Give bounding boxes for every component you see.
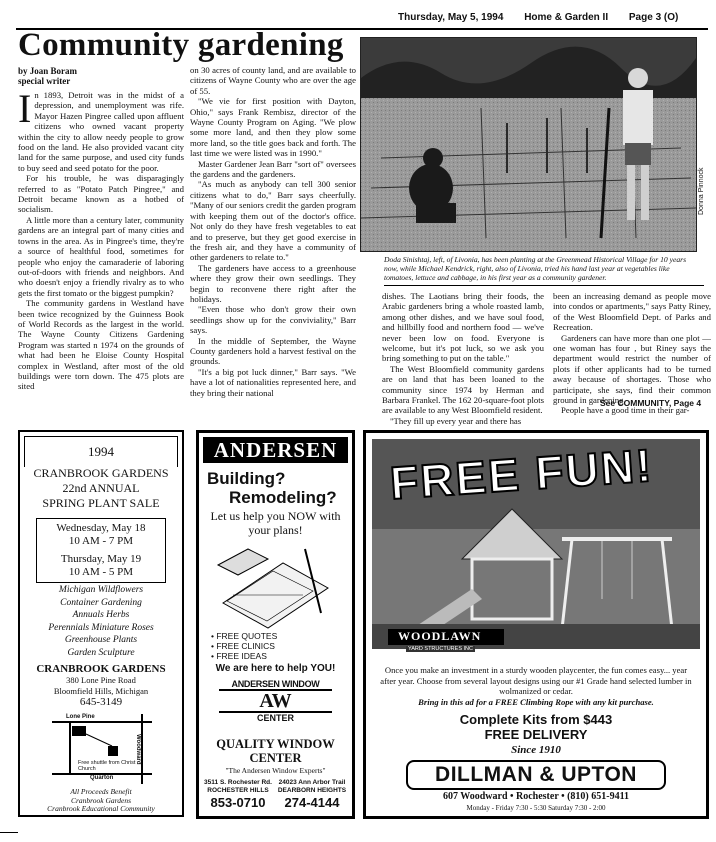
byline bbox=[18, 66, 77, 86]
paragraph: "They fill up every year and there has bbox=[390, 415, 522, 426]
body-text: Once you make an investment in a sturdy wooden playcenter, the fun comes easy... year after year. Choose from several layout designs using our #1 Grade hand selected lumber in wolmanized or cedar. bbox=[380, 665, 692, 696]
sale-day-1: Wednesday, May 18 bbox=[56, 522, 146, 534]
woodlawn-name: WOODLAWN bbox=[398, 629, 482, 643]
garden-photo-illustration bbox=[361, 38, 696, 251]
dillman-hours: Monday - Friday 7:30 - 5:30 Saturday 7:30 - 2:00 bbox=[466, 804, 606, 812]
location-city: DEARBORN HEIGHTS bbox=[277, 787, 347, 794]
paragraph: The community gardens in Westland have been twice recognized by the Guinness Book of World Records as the largest in the world. The Wayne County Citizens Gardening Program was started n 1974 on the grounds of what had been he Eloise County Hospital complex in Westland, after most of the old buildings were torn down. The 475 plots are sited bbox=[18, 298, 184, 392]
paragraph: Gardeners can have more than one plot — one woman has four , but Riney says the department would restrict the number of plots if other applicants had to be turned away because of shortages. Those who participate, she says, find their common ground in gardening. bbox=[553, 332, 711, 406]
dillman-body bbox=[380, 665, 692, 707]
sale-dates-box bbox=[36, 518, 166, 583]
masthead bbox=[398, 12, 708, 23]
plant-list bbox=[24, 584, 178, 659]
cranbrook-address-2: Bloomfield Hills, Michigan bbox=[53, 686, 149, 696]
benefit-line: Cranbrook Gardens bbox=[70, 795, 132, 805]
plant-item: Michigan Wildflowers bbox=[58, 585, 144, 595]
plant-item: Annuals Herbs bbox=[72, 610, 130, 620]
dillman-offer bbox=[370, 712, 702, 742]
byline-name: by Joan Boram bbox=[18, 66, 78, 76]
andersen-headline-2: Remodeling? bbox=[229, 488, 337, 507]
paragraph: For his trouble, he was disparagingly referred to as "Potato Patch Pingree," and Detroit became known as a hotbed of socialism. bbox=[18, 173, 184, 215]
article-column-3 bbox=[382, 291, 544, 426]
andersen-bullets bbox=[211, 631, 277, 661]
andersen-logo bbox=[219, 679, 332, 723]
paragraph: "As much as anybody can tell 300 senior citizens what to do," Barr says cheerfully. "Many of our seniors credit the garden program with keeping them out of the doctor's office. Not only do they have fresh vegetables to eat and to preserve, but they get good exercise in the fresh air, and they have a community of other gardeners to relate to." bbox=[190, 179, 356, 263]
paragraph: The West Bloomfield community gardens are on land that has been loaned to the community since 1974 by Herman and Barbara Frankel. The 162 20-square-foot plots are available to any West Bloomfield resident. bbox=[382, 363, 544, 416]
plant-item: Container Gardening bbox=[60, 597, 142, 608]
paragraph: In 1893, Detroit was in the midst of a depression, and unemployment was rife. Mayor Hazen Pingree called upon affluent citizens who owned vacant property within the city to allow needy people to grow food on the land. He also provided vacant city land for the same purpose, and used city funds to buy seed and seed potato for the poor. bbox=[18, 86, 184, 173]
location-rochester bbox=[203, 779, 273, 810]
ornament-border bbox=[24, 436, 178, 467]
drop-cap: I bbox=[18, 86, 32, 131]
andersen-tagline: Let us help you NOW with your plans! bbox=[210, 509, 341, 537]
paragraph: People have a good time in their gar- bbox=[561, 405, 690, 416]
cranbrook-ad bbox=[18, 430, 184, 817]
location-address: 3511 S. Rochester Rd. bbox=[204, 779, 272, 786]
logo-center: CENTER bbox=[256, 713, 294, 723]
masthead-section: Home & Garden II bbox=[524, 12, 609, 23]
cranbrook-annual: 22nd ANNUAL bbox=[62, 481, 140, 495]
map-road-label: Lone Pine bbox=[66, 714, 95, 720]
photo-credit: Donna Pinnock bbox=[698, 167, 705, 215]
andersen-help-line: We are here to help YOU! bbox=[215, 663, 336, 674]
house-blueprint-illustration bbox=[213, 543, 335, 629]
byline-role: special writer bbox=[18, 76, 71, 86]
andersen-brand: ANDERSEN bbox=[203, 437, 348, 463]
andersen-ad bbox=[196, 430, 355, 819]
paragraph: "We vie for first position with Dayton, Ohio," says Frank Rembisz, director of the Wayne County Program on Aging. "We plow some more land, and then they plow some more land, so the title goes back and forth. The last time we were listed was in 1990." bbox=[190, 96, 356, 159]
sale-time-2: 10 AM - 5 PM bbox=[68, 566, 134, 578]
plant-item: Greenhouse Plants bbox=[64, 635, 138, 645]
woodlawn-logo bbox=[388, 629, 504, 645]
benefit-line: All Proceeds Benefit bbox=[70, 787, 132, 796]
sale-time-1: 10 AM - 7 PM bbox=[68, 535, 134, 547]
cranbrook-org: CRANBROOK GARDENS bbox=[36, 663, 166, 675]
cranbrook-year: 1994 bbox=[88, 444, 114, 459]
location-phone[interactable]: 274-4144 bbox=[284, 795, 340, 810]
dillman-upton-ad bbox=[363, 430, 709, 819]
photo-caption: Doda Sinishtaj, left, of Livonia, has been planting at the Greenmead Historical Village for 10 years now, while Michael Kendrick, right, also of Livonia, tried his hand last year at vegetables like tomatoes, lettuce and cabbage, in his first year as a community gardener. bbox=[384, 255, 687, 282]
map-shuttle-label: Free shuttle from Christ Church bbox=[78, 760, 136, 772]
cranbrook-address-1: 380 Lone Pine Road bbox=[66, 675, 136, 685]
cranbrook-phone: 645-3149 bbox=[79, 696, 123, 708]
location-address: 24023 Ann Arbor Trail bbox=[278, 779, 346, 786]
sale-day-2: Thursday, May 19 bbox=[60, 553, 142, 565]
woodlawn-sub: YARD STRUCTURES INC bbox=[408, 646, 473, 652]
kits-price: Complete Kits from $443 bbox=[459, 712, 613, 727]
masthead-page: Page 3 (O) bbox=[628, 12, 679, 23]
logo-top: ANDERSEN WINDOW bbox=[231, 679, 320, 689]
paragraph: The gardeners have access to a greenhouse where they grow their own seedlings. They begin to reconvene there right after the holidays. bbox=[190, 262, 356, 304]
article-headline: Community gardening bbox=[18, 27, 344, 63]
plant-item: Garden Sculpture bbox=[67, 647, 135, 658]
paragraph: Master Gardener Jean Barr "sort of" oversees the gardens and the gardeners. bbox=[190, 158, 356, 180]
free-fun-headline: FREE FUN! bbox=[388, 438, 655, 510]
map-crossroad-label: Quarton bbox=[90, 775, 114, 781]
garden-photo bbox=[360, 37, 697, 252]
article-column-2 bbox=[190, 65, 356, 417]
paragraph: A little more than a century later, community gardens are an integral part of many cities and towns in the area. As in Pingree's time, they're a source of healthful food, sometimes for people who enjoy the camaraderie of laboring out-of-doors with friends and neighbors. And who doesn't enjoy a friendly rivalry as to who gets the first tomato or the biggest pumpkin? bbox=[18, 214, 184, 298]
directions-map bbox=[42, 714, 162, 784]
continued-jump-link[interactable]: See COMMUNITY, Page 4 bbox=[600, 398, 702, 408]
caption-divider bbox=[384, 285, 704, 286]
map-side-label: Woodward bbox=[135, 734, 141, 765]
cranbrook-name-line: CRANBROOK GARDENS bbox=[33, 466, 169, 480]
page-edge-mark bbox=[0, 832, 18, 833]
location-dearborn bbox=[277, 779, 347, 810]
bullet-item: • FREE QUOTES bbox=[211, 631, 278, 641]
dillman-address[interactable]: 607 Woodward • Rochester • (810) 651-9411 bbox=[442, 791, 630, 802]
location-phone[interactable]: 853-0710 bbox=[210, 795, 266, 810]
paragraph: In the middle of September, the Wayne County gardeners hold a harvest festival on the grounds. bbox=[190, 335, 356, 367]
dillman-name: DILLMAN & UPTON bbox=[406, 760, 666, 790]
free-delivery: FREE DELIVERY bbox=[484, 727, 588, 742]
paragraph: "It's a big pot luck dinner," Barr says. "We have a lot of nationalities represented here, and they bring their national bbox=[190, 366, 356, 398]
bullet-item: • FREE CLINICS bbox=[211, 641, 275, 651]
since-year: Since 1910 bbox=[511, 744, 561, 756]
paragraph: on 30 acres of county land, and are available to citizens of Wayne County who are over the age of 55. bbox=[190, 65, 356, 96]
plant-item: Perennials Miniature Roses bbox=[48, 622, 154, 633]
benefit-note bbox=[24, 788, 178, 814]
masthead-date: Thursday, May 5, 1994 bbox=[398, 12, 504, 23]
paragraph: "Even those who don't grow their own seedlings show up for the conviviality," Barr says. bbox=[190, 304, 356, 336]
paragraph: dishes. The Laotians bring their foods, the Arabic gardeners bring a whole roasted lamb, among other dishes, and we have soul food, and hillbilly food and northern food — we've never been low on food. Everyone is welcome, but it's pot luck, so we ask you bring something to put on the table." bbox=[382, 291, 544, 364]
andersen-motto: "The Andersen Window Experts" bbox=[225, 766, 326, 775]
promo-text: Bring in this ad for a FREE Climbing Rope with any kit purchase. bbox=[418, 696, 654, 707]
article-column-1 bbox=[18, 86, 184, 416]
paragraph: been an increasing demand as people move into condos or apartments," says Patty Riney, of the West Bloomfield Dept. of Parks and Recreation. bbox=[553, 291, 711, 333]
logo-monogram: AW bbox=[219, 689, 332, 713]
andersen-headline-1: Building? bbox=[207, 469, 286, 488]
benefit-line: Cranbrook Educational Community bbox=[47, 804, 155, 813]
location-city: ROCHESTER HILLS bbox=[207, 787, 269, 794]
cranbrook-sale-title: SPRING PLANT SALE bbox=[42, 496, 160, 510]
bullet-item: • FREE IDEAS bbox=[211, 651, 267, 661]
andersen-company: QUALITY WINDOW CENTER bbox=[216, 737, 335, 765]
